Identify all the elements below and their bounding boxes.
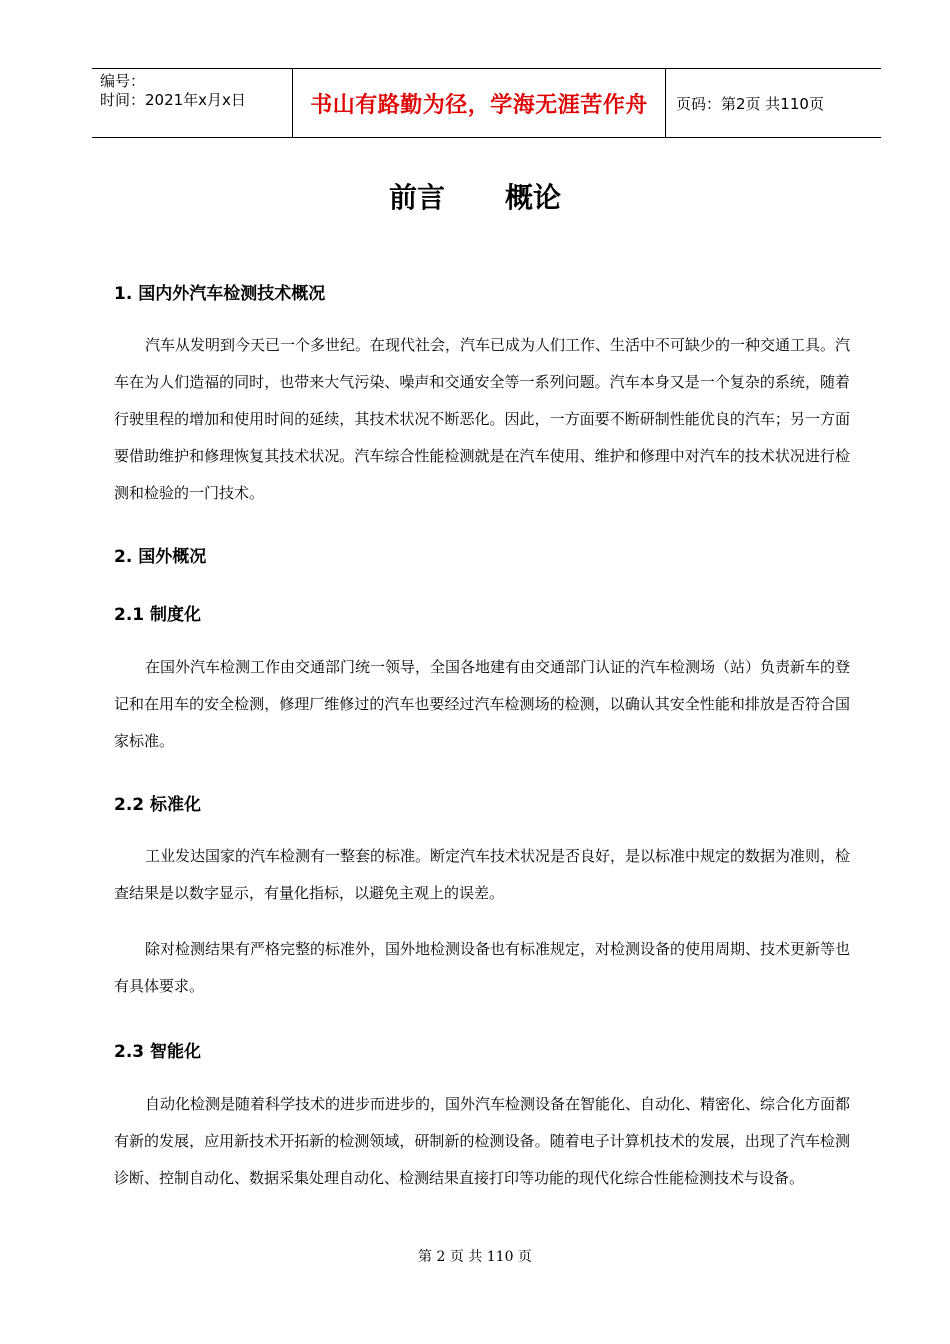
section-2-2-paragraph-2: 除对检测结果有严格完整的标准外，国外地检测设备也有标准规定，对检测设备的使用周期、技术更新等也有具体要求。 (114, 940, 851, 995)
header-page-info: 页码：第2页 共110页 (676, 94, 824, 113)
time-label: 时间：2021年x月x日 (100, 91, 246, 109)
title-part2: 概论 (505, 181, 562, 214)
section-1-paragraph: 汽车从发明到今天已一个多世纪。在现代社会，汽车已成为人们工作、生活中不可缺少的一种交通工具。汽车在为人们造福的同时，也带来大气污染、噪声和交通安全等一系列问题。汽车本身又是一个复杂的系统，随着行驶里程的增加和使用时间的延续，其技术状况不断恶化。因此，一方面要不断研制性能优良的汽车；另一方面要借助维护和修理恢复其技术状况。汽车综合性能检测就是在汽车使用、维护和修理中对汽车的技术状况进行检测和检验的一门技术。 (114, 336, 851, 502)
section-2-1-paragraph: 在国外汽车检测工作由交通部门统一领导，全国各地建有由交通部门认证的汽车检测场（站）负责新车的登记和在用车的安全检测，修理厂维修过的汽车也要经过汽车检测场的检测，以确认其安全性能和排放是否符合国家标准。 (114, 658, 851, 750)
section-2-3-paragraph: 自动化检测是随着科学技术的进步而进步的，国外汽车检测设备在智能化、自动化、精密化、综合化方面都有新的发展，应用新技术开拓新的检测领域，研制新的检测设备。随着电子计算机技术的发展，出现了汽车检测诊断、控制自动化、数据采集处理自动化、检测结果直接打印等功能的现代化综合性能检测技术与设备。 (114, 1095, 851, 1187)
number-label: 编号： (100, 72, 146, 90)
section-2-2-heading: 2.2 标准化 (114, 795, 202, 815)
section-2-2-paragraph-1: 工业发达国家的汽车检测有一整套的标准。断定汽车技术状况是否良好，是以标准中规定的数据为准则，检查结果是以数字显示，有量化指标，以避免主观上的误差。 (114, 847, 851, 902)
section-2-heading: 2. 国外概况 (114, 547, 207, 567)
title-part1: 前言 (388, 181, 445, 214)
header-table (92, 68, 881, 138)
section-2-1-heading: 2.1 制度化 (114, 605, 202, 625)
section-2-3-heading: 2.3 智能化 (114, 1042, 202, 1062)
header-meta-cell (92, 69, 293, 137)
page-title (0, 176, 950, 216)
page-footer: 第 2 页 共 110 页 (418, 1249, 532, 1265)
section-1-heading: 1. 国内外汽车检测技术概况 (114, 284, 326, 304)
header-motto: 书山有路勤为径，学海无涯苦作舟 (293, 69, 666, 137)
